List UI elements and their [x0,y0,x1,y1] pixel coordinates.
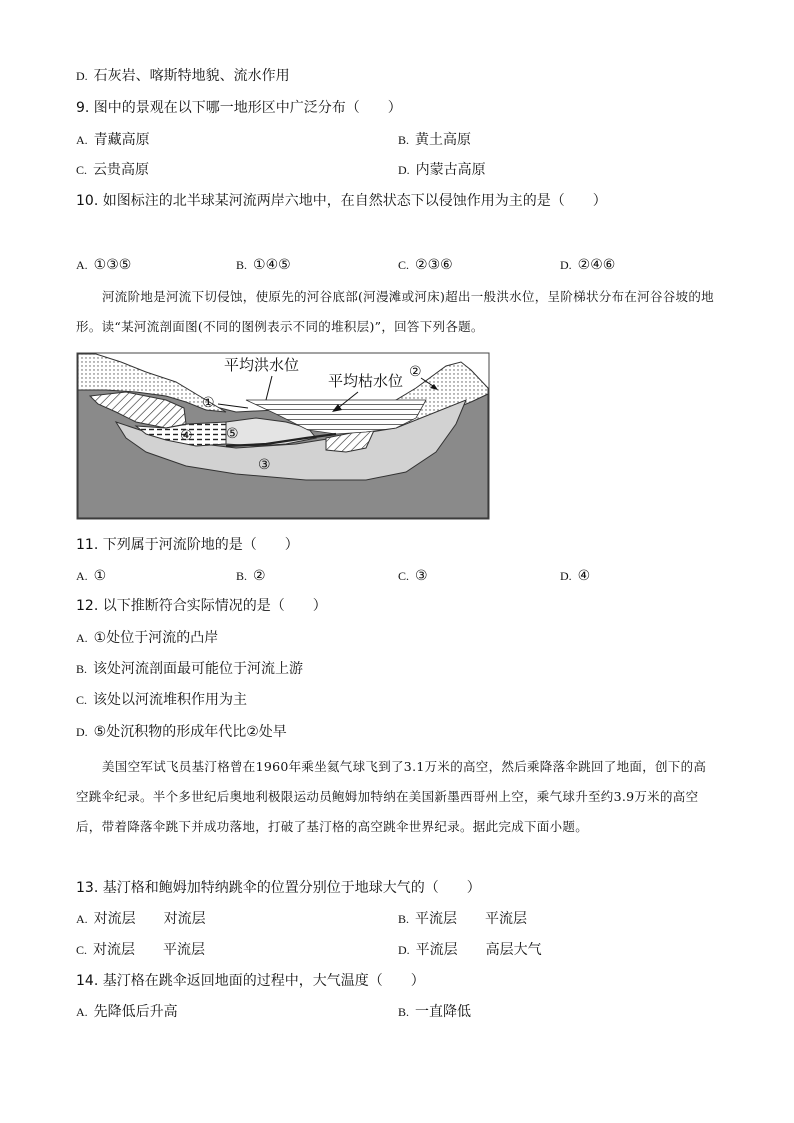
q13-option-c: C. 对流层 平流层 [76,942,206,958]
marker-4: ④ [180,428,193,444]
q11-option-b: B. ② [236,568,266,584]
q11-stem: 11. 下列属于河流阶地的是（ ） [76,537,299,553]
q9-stem: 9. 图中的景观在以下哪一地形区中广泛分布（ ） [76,100,402,116]
flood-level-pointer [266,376,272,400]
q13-option-a: A. 对流层 对流层 [76,911,206,927]
q10-stem: 10. 如图标注的北半球某河流两岸六地中，在自然状态下以侵蚀作用为主的是（ ） [76,193,607,209]
marker-5: ⑤ [226,426,239,442]
q8-option-d: D. 石灰岩、喀斯特地貌、流水作用 [76,68,290,84]
q12-stem: 12. 以下推断符合实际情况的是（ ） [76,598,327,614]
q10-option-c: C. ②③⑥ [398,257,453,273]
q9-option-c: C. 云贵高原 [76,162,150,178]
q11-option-a: A. ① [76,568,107,584]
q13-option-b: B. 平流层 平流层 [398,911,528,927]
q11-option-c: C. ③ [398,568,428,584]
q11-option-d: D. ④ [560,568,591,584]
q10-option-a: A. ①③⑤ [76,257,132,273]
passage-river-terrace: 河流阶地是河流下切侵蚀，使原先的河谷底部(河漫滩或河床)超出一般洪水位，呈阶梯状分布在河谷谷坡的地形。读“某河流剖面图(不同的图例表示不同的堆积层)”，回答下列各题。 [76,289,714,334]
marker-1-pointer [218,404,248,408]
q13-stem: 13. 基汀格和鲍姆加特纳跳伞的位置分别位于地球大气的（ ） [76,880,481,896]
q14-option-a: A. 先降低后升高 [76,1004,178,1020]
q10-option-b: B. ①④⑤ [236,257,291,273]
marker-1: ① [202,395,215,411]
label-dry-level: 平均枯水位 [328,372,404,390]
q12-option-c: C. 该处以河流堆积作用为主 [76,692,248,708]
q10-option-d: D. ②④⑥ [560,257,616,273]
river-profile-svg [76,352,490,520]
q13-option-d: D. 平流层 高层大气 [398,942,542,958]
marker-2: ② [409,364,422,380]
label-flood-level: 平均洪水位 [224,356,300,374]
q12-option-a: A. ①处位于河流的凸岸 [76,630,219,646]
q14-option-b: B. 一直降低 [398,1004,472,1020]
q12-option-d: D. ⑤处沉积物的形成年代比②处早 [76,724,287,740]
river-profile-figure [76,352,490,520]
passage-skydiving: 美国空军试飞员基汀格曾在1960年乘坐氦气球飞到了3.1万米的高空，然后乘降落伞跳回了地面，创下的高空跳伞纪录。半个多世纪后奥地利极限运动员鲍姆加特纳在美国新墨西哥州上空，乘气球升至约3.9万米的高空后，带着降落伞跳下并成功落地，打破了基汀格的高空跳伞世界纪录。据此完成下面小题。 [76,759,707,834]
q9-option-d: D. 内蒙古高原 [398,162,486,178]
q9-option-a: A. 青藏高原 [76,132,150,148]
q14-stem: 14. 基汀格在跳伞返回地面的过程中，大气温度（ ） [76,973,425,989]
q12-option-b: B. 该处河流剖面最可能位于河流上游 [76,661,304,677]
marker-3: ③ [258,457,271,473]
q9-option-b: B. 黄土高原 [398,132,472,148]
